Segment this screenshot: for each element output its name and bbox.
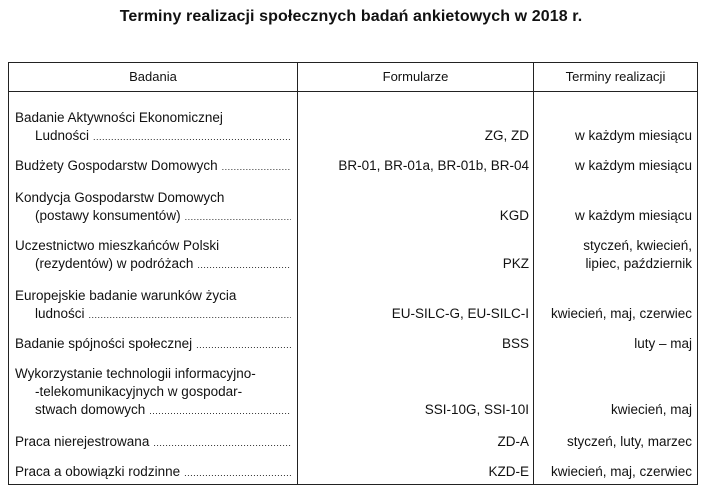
survey-name [15, 365, 291, 420]
realization-term [611, 401, 692, 419]
survey-name [15, 433, 291, 452]
dot-leader [222, 158, 291, 176]
dot-leader [89, 306, 291, 324]
header-badania: Badania [129, 69, 177, 84]
realization-term [551, 305, 692, 323]
survey-name-line: Ludności [35, 128, 90, 143]
form-codes: BR-01, BR-01a, BR-01b, BR-04 [338, 158, 529, 173]
survey-name-line: Kondycja Gospodarstw Domowych [15, 190, 225, 205]
survey-name-line: Praca a obowiązki rodzinne [15, 464, 181, 479]
dot-leader [153, 434, 291, 452]
dot-leader [93, 128, 291, 146]
survey-name-line: Badanie Aktywności Ekonomicznej [15, 110, 223, 125]
realization-term-line: kwiecień, maj [610, 402, 692, 417]
survey-name-line: Praca nierejestrowana [15, 434, 150, 449]
realization-term [551, 463, 692, 481]
header-divider [9, 91, 697, 92]
dot-leader [196, 336, 291, 354]
realization-term-line: w każdym miesiącu [574, 158, 692, 173]
survey-name-line: Wykorzystanie technologii informacyjno- [15, 366, 256, 381]
realization-term-line: w każdym miesiącu [574, 208, 692, 223]
form-codes: ZD-A [497, 434, 529, 449]
survey-name-line: (postawy konsumentów) [35, 208, 181, 223]
dot-leader [197, 256, 291, 274]
realization-term [575, 127, 692, 145]
form-codes: ZG, ZD [484, 128, 529, 143]
form-codes: KGD [499, 208, 529, 223]
realization-term [575, 157, 692, 175]
realization-term-line: styczeń, luty, marzec [566, 434, 692, 449]
realization-term-line: kwiecień, maj, czerwiec [550, 464, 692, 479]
header-formularze: Formularze [382, 69, 449, 84]
column-divider [533, 63, 534, 484]
survey-name-line: Uczestnictwo mieszkańców Polski [15, 238, 220, 253]
survey-name-line: Europejskie badanie warunków życia [15, 288, 237, 303]
realization-term [575, 207, 692, 225]
form-codes: BSS [501, 336, 529, 351]
realization-term-line: w każdym miesiącu [574, 128, 692, 143]
survey-name [15, 335, 291, 354]
survey-name-line: Budżety Gospodarstw Domowych [15, 158, 218, 173]
realization-term [567, 433, 692, 451]
survey-name [15, 237, 291, 274]
survey-name-line: ludności [35, 306, 85, 321]
realization-term-line: styczeń, kwiecień, [583, 238, 692, 253]
survey-name [15, 463, 291, 482]
survey-name-line: stwach domowych [35, 402, 146, 417]
form-codes: SSI-10G, SSI-10I [424, 402, 529, 417]
survey-name-line: -telekomunikacyjnych w gospodar- [35, 384, 243, 399]
survey-name [15, 157, 291, 176]
realization-term [583, 237, 692, 273]
survey-name-line: (rezydentów) w podróżach [35, 256, 194, 271]
realization-term-line: lipiec, październik [585, 256, 692, 271]
header-terminy: Terminy realizacji [565, 69, 666, 84]
form-codes: PKZ [502, 256, 529, 271]
realization-term-line: kwiecień, maj, czerwiec [550, 306, 692, 321]
dot-leader [184, 464, 291, 482]
dot-leader [149, 402, 291, 420]
schedule-table [8, 62, 698, 485]
form-codes: KZD-E [488, 464, 529, 479]
realization-term-line: luty – maj [634, 336, 692, 351]
survey-name [15, 287, 291, 324]
survey-name-line: Badanie spójności społecznej [15, 336, 193, 351]
column-divider [297, 63, 298, 484]
realization-term [634, 335, 692, 353]
survey-name [15, 109, 291, 146]
survey-name [15, 189, 291, 226]
page-title: Terminy realizacji społecznych badań ankietowych w 2018 r. [119, 8, 583, 25]
dot-leader [185, 208, 291, 226]
form-codes: EU-SILC-G, EU-SILC-I [391, 306, 529, 321]
